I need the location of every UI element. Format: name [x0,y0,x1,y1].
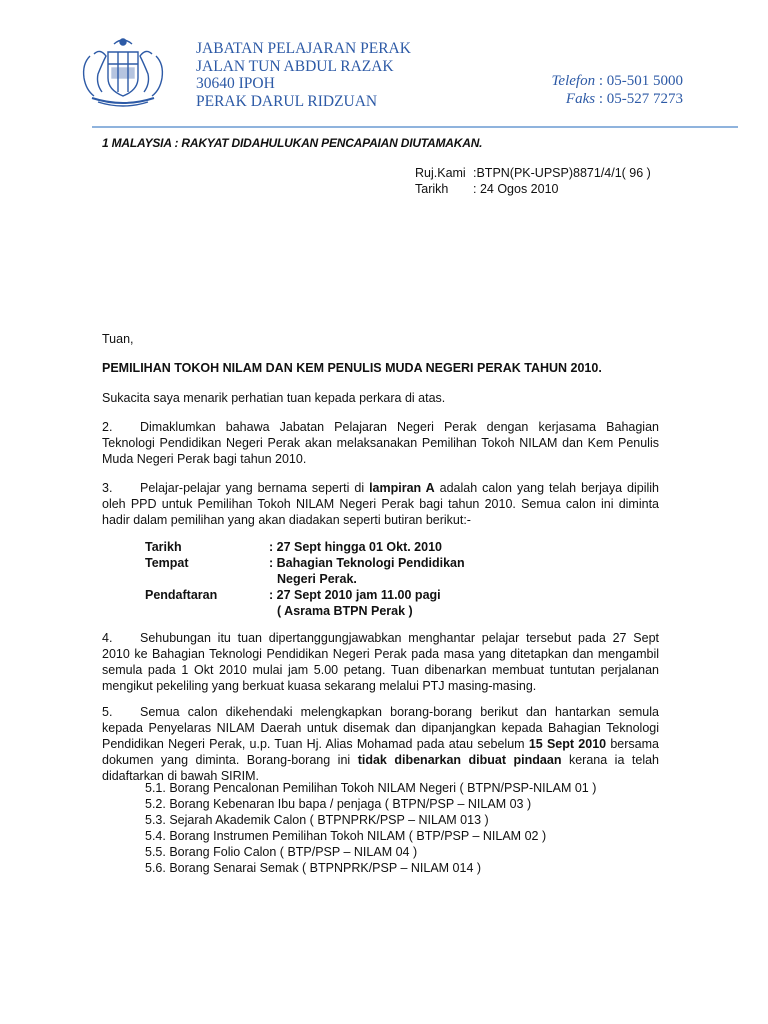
address-line: PERAK DARUL RIDZUAN [196,92,378,110]
reference-row [415,165,651,181]
paragraph-number: 4. [102,631,113,645]
deadline-date: 15 Sept 2010 [528,737,607,751]
paragraph-3 [102,480,659,528]
letterhead-address [196,40,411,110]
paragraph-2 [102,419,659,467]
details-row [145,555,465,587]
list-item: 5.4. Borang Instrumen Pemilihan Tokoh NILAM ( BTP/PSP – NILAM 02 ) [145,829,547,843]
details-tempat-value [269,555,465,587]
paragraph-text: bersama dokumen yang diminta. Borang-borang ini [102,737,659,767]
faks-value: : 05-527 7273 [598,91,683,107]
telefon-value: : 05-501 5000 [598,73,683,89]
details-row [145,587,465,619]
paragraph-text: Dimaklumkan bahawa Jabatan Pelajaran Negeri Perak dengan kerjasama Bahagian Teknologi Pendidikan Negeri Perak akan melaksanakan Pemilihan Tokoh NILAM dan Kem Penulis Muda Negeri Perak bagi tahun 2010. [102,420,659,466]
no-amendment-warning: tidak dibenarkan dibuat pindaan [357,753,562,767]
details-tempat-line: : Bahagian Teknologi Pendidikan [269,556,465,570]
tarikh-label: Tarikh [415,182,449,196]
details-pendaftaran-line: : 27 Sept 2010 jam 11.00 pagi [269,588,441,602]
paragraph-number: 2. [102,420,113,434]
paragraph-5 [102,704,659,784]
details-pendaftaran-value [269,587,441,619]
salutation: Tuan, [102,332,134,346]
motto: 1 MALAYSIA : RAKYAT DIDAHULUKAN PENCAPAIAN DIUTAMAKAN. [102,136,483,150]
list-item: 5.6. Borang Senarai Semak ( BTPNPRK/PSP – NILAM 014 ) [145,861,482,875]
address-line: JALAN TUN ABDUL RAZAK [196,57,394,75]
ruj-value: :BTPN(PK-UPSP)8871/4/1( 96 ) [473,166,651,180]
reference-block [415,165,651,197]
paragraph-text: Semua calon dikehendaki melengkapkan borang-borang berikut dan hantarkan semula kepada Penyelaras NILAM Daerah untuk disemak dan dipanjangkan kepada Bahagian Teknologi Pendidikan Negeri Perak, u.p. Tuan Hj. Alias Mohamad pada atau sebelum [102,705,659,751]
paragraph-text: adalah calon yang telah berjaya dipilih oleh PPD untuk Pemilihan Tokoh NILAM Negeri Perak bagi tahun 2010. Semua calon ini diminta hadir dalam pemilihan yang akan diadakan seperti butiran berikut:- [102,481,659,527]
header-divider [92,126,738,128]
state-crest-icon [76,34,170,108]
telefon-line [551,72,683,90]
ruj-label: Ruj.Kami [415,166,466,180]
details-row [145,539,465,555]
paragraph-number: 3. [102,481,113,495]
details-tempat-line: Negeri Perak. [277,572,357,586]
paragraph-text: Sehubungan itu tuan dipertanggungjawabkan menghantar pelajar tersebut pada 27 Sept 2010 ke Bahagian Teknologi Pendidikan Negeri Perak pada masa yang ditetapkan dan mengambil semula pada 1 Okt 2010 mulai jam 5.00 petang. Tuan dibenarkan membuat tuntutan perjalanan mengikut pekeliling yang berkuat kuasa sekarang melalui PTJ masing-masing. [102,631,659,693]
date-row [415,181,651,197]
details-pendaftaran-label: Pendaftaran [145,588,218,602]
paragraph-text: kerana ia telah didaftarkan di bawah SIRIM. [102,753,659,783]
letterhead-contact [551,72,683,108]
details-tempat-label: Tempat [145,556,189,570]
paragraph-number: 5. [102,705,113,719]
intro-paragraph: Sukacita saya menarik perhatian tuan kepada perkara di atas. [102,391,446,405]
paragraph-text: Pelajar-pelajar yang bernama seperti di [140,481,370,495]
subject-heading: PEMILIHAN TOKOH NILAM DAN KEM PENULIS MUDA NEGERI PERAK TAHUN 2010. [102,361,602,375]
list-item: 5.5. Borang Folio Calon ( BTP/PSP – NILAM 04 ) [145,845,418,859]
address-line: 30640 IPOH [196,75,275,92]
faks-line [551,90,683,108]
address-line: JABATAN PELAJARAN PERAK [196,40,411,57]
tarikh-value: : 24 Ogos 2010 [473,182,559,196]
list-item: 5.1. Borang Pencalonan Pemilihan Tokoh NILAM Negeri ( BTPN/PSP-NILAM 01 ) [145,781,597,795]
paragraph-4 [102,630,659,694]
list-item: 5.2. Borang Kebenaran Ibu bapa / penjaga ( BTPN/PSP – NILAM 03 ) [145,797,532,811]
details-tarikh-label: Tarikh [145,540,182,554]
list-item: 5.3. Sejarah Akademik Calon ( BTPNPRK/PSP – NILAM 013 ) [145,813,489,827]
event-details [145,539,465,619]
forms-list [145,780,596,876]
details-pendaftaran-line: ( Asrama BTPN Perak ) [277,604,413,618]
details-tarikh-value: : 27 Sept hingga 01 Okt. 2010 [269,540,442,554]
lampiran-reference: lampiran A [369,481,435,495]
telefon-label: Telefon [551,73,596,89]
faks-label: Faks [565,91,596,107]
